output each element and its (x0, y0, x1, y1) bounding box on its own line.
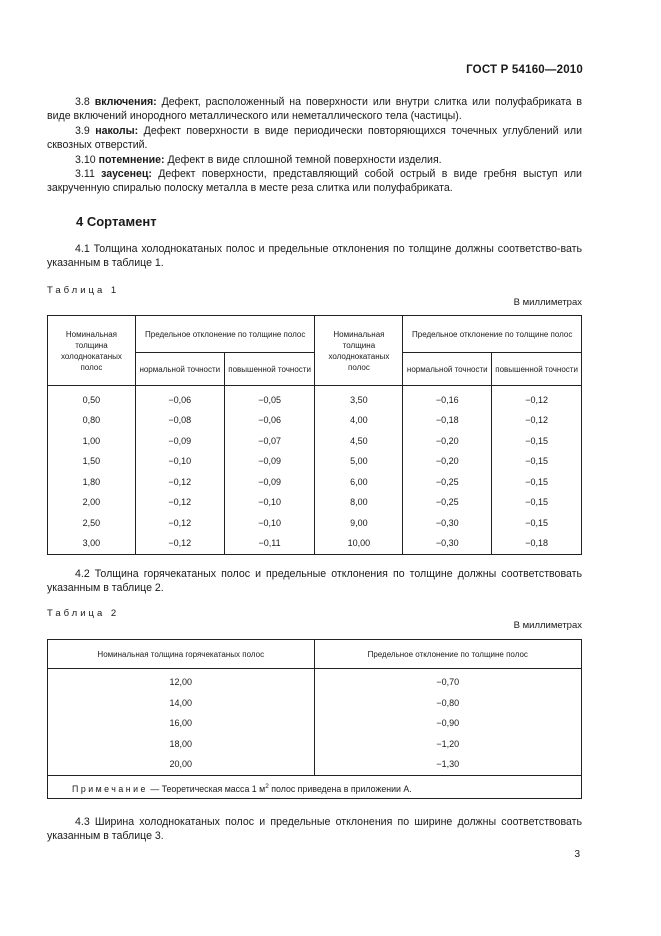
table-note: Примечание — Теоретическая масса 1 $м^2$ полос приведена в приложении А. (48, 775, 582, 798)
table-row: 2,50 −0,12 −0,10 9,00 −0,30 −0,15 (48, 513, 582, 534)
definitions-block (47, 95, 582, 196)
header-thickness: Номинальная толщина горячекатаных полос (48, 640, 315, 669)
table-row: 18,00 −1,20 (48, 734, 582, 755)
table-row: 14,00 −0,80 (48, 693, 582, 714)
table-row: 16,00 −0,90 (48, 713, 582, 734)
definition-3-8: 3.8 включения: Дефект, расположенный на поверхности или внутри слитка или полуфабриката в виде включений инородного металлического или неметаллического тела (частицы). (47, 96, 583, 123)
table-hot-rolled-thickness (47, 639, 582, 799)
header-thickness-left: Номинальная толщина холоднокатаных полос (48, 316, 136, 386)
paragraph-4-3: 4.3 Ширина холоднокатаных полос и предельные отклонения по ширине должны соответствовать указанным в таблице 3. (47, 816, 582, 843)
header-high-left: повышенной точности (224, 353, 315, 386)
header-deviation-right: Предельное отклонение по толщине полос (403, 316, 582, 353)
table-row: 20,00 −1,30 (48, 754, 582, 775)
table-note-row (48, 775, 582, 798)
table2-units: В миллиметрах (513, 620, 582, 631)
table-row: 1,00 −0,09 −0,07 4,50 −0,20 −0,15 (48, 431, 582, 452)
table1-units: В миллиметрах (513, 297, 582, 308)
table-row: 1,50 −0,10 −0,09 5,00 −0,20 −0,15 (48, 451, 582, 472)
header-deviation-left: Предельное отклонение по толщине полос (135, 316, 315, 353)
table-cold-rolled-thickness (47, 315, 582, 555)
definition-3-11: 3.11 заусенец: Дефект поверхности, представляющий собой острый в виде гребня выступ или закрученную спиралью полоску металла в месте реза слитка или полуфабриката. (47, 168, 582, 195)
standard-header: ГОСТ Р 54160—2010 (466, 64, 583, 76)
table-row: 1,80 −0,12 −0,09 6,00 −0,25 −0,15 (48, 472, 582, 493)
header-normal-right: нормальной точности (403, 353, 492, 386)
header-high-right: повышенной точности (492, 353, 582, 386)
table-row: 0,80 −0,08 −0,06 4,00 −0,18 −0,12 (48, 410, 582, 431)
table-row: 2,00 −0,12 −0,10 8,00 −0,25 −0,15 (48, 492, 582, 513)
definition-3-10: 3.10 потемнение: Дефект в виде сплошной темной поверхности изделия. (75, 153, 442, 166)
section-heading: 4 Сортамент (76, 214, 157, 229)
table-row: 0,50 −0,06 −0,05 3,50 −0,16 −0,12 (48, 386, 582, 411)
table-row: 3,00 −0,12 −0,11 10,00 −0,30 −0,18 (48, 533, 582, 554)
definition-3-9: 3.9 наколы: Дефект поверхности в виде периодически повторяющихся точечных углублений или сквозных отверстий. (47, 124, 582, 152)
table1-label: Таблица 1 (47, 285, 120, 296)
paragraph-4-2: 4.2 Толщина горячекатаных полос и предельные отклонения по толщине должны соответствовать указанным в таблице 2. (47, 568, 582, 595)
table2-label: Таблица 2 (47, 608, 120, 619)
header-thickness-right: Номинальная толщина холоднокатаных полос (315, 316, 403, 386)
page-number: 3 (574, 849, 580, 860)
paragraph-4-1: 4.1 Толщина холоднокатаных полос и предельные отклонения по толщине должны соответство-вать указанным в таблице 1. (47, 243, 582, 270)
header-normal-left: нормальной точности (135, 353, 224, 386)
table-row: 12,00 −0,70 (48, 669, 582, 693)
header-deviation: Предельное отклонение по толщине полос (314, 640, 582, 669)
